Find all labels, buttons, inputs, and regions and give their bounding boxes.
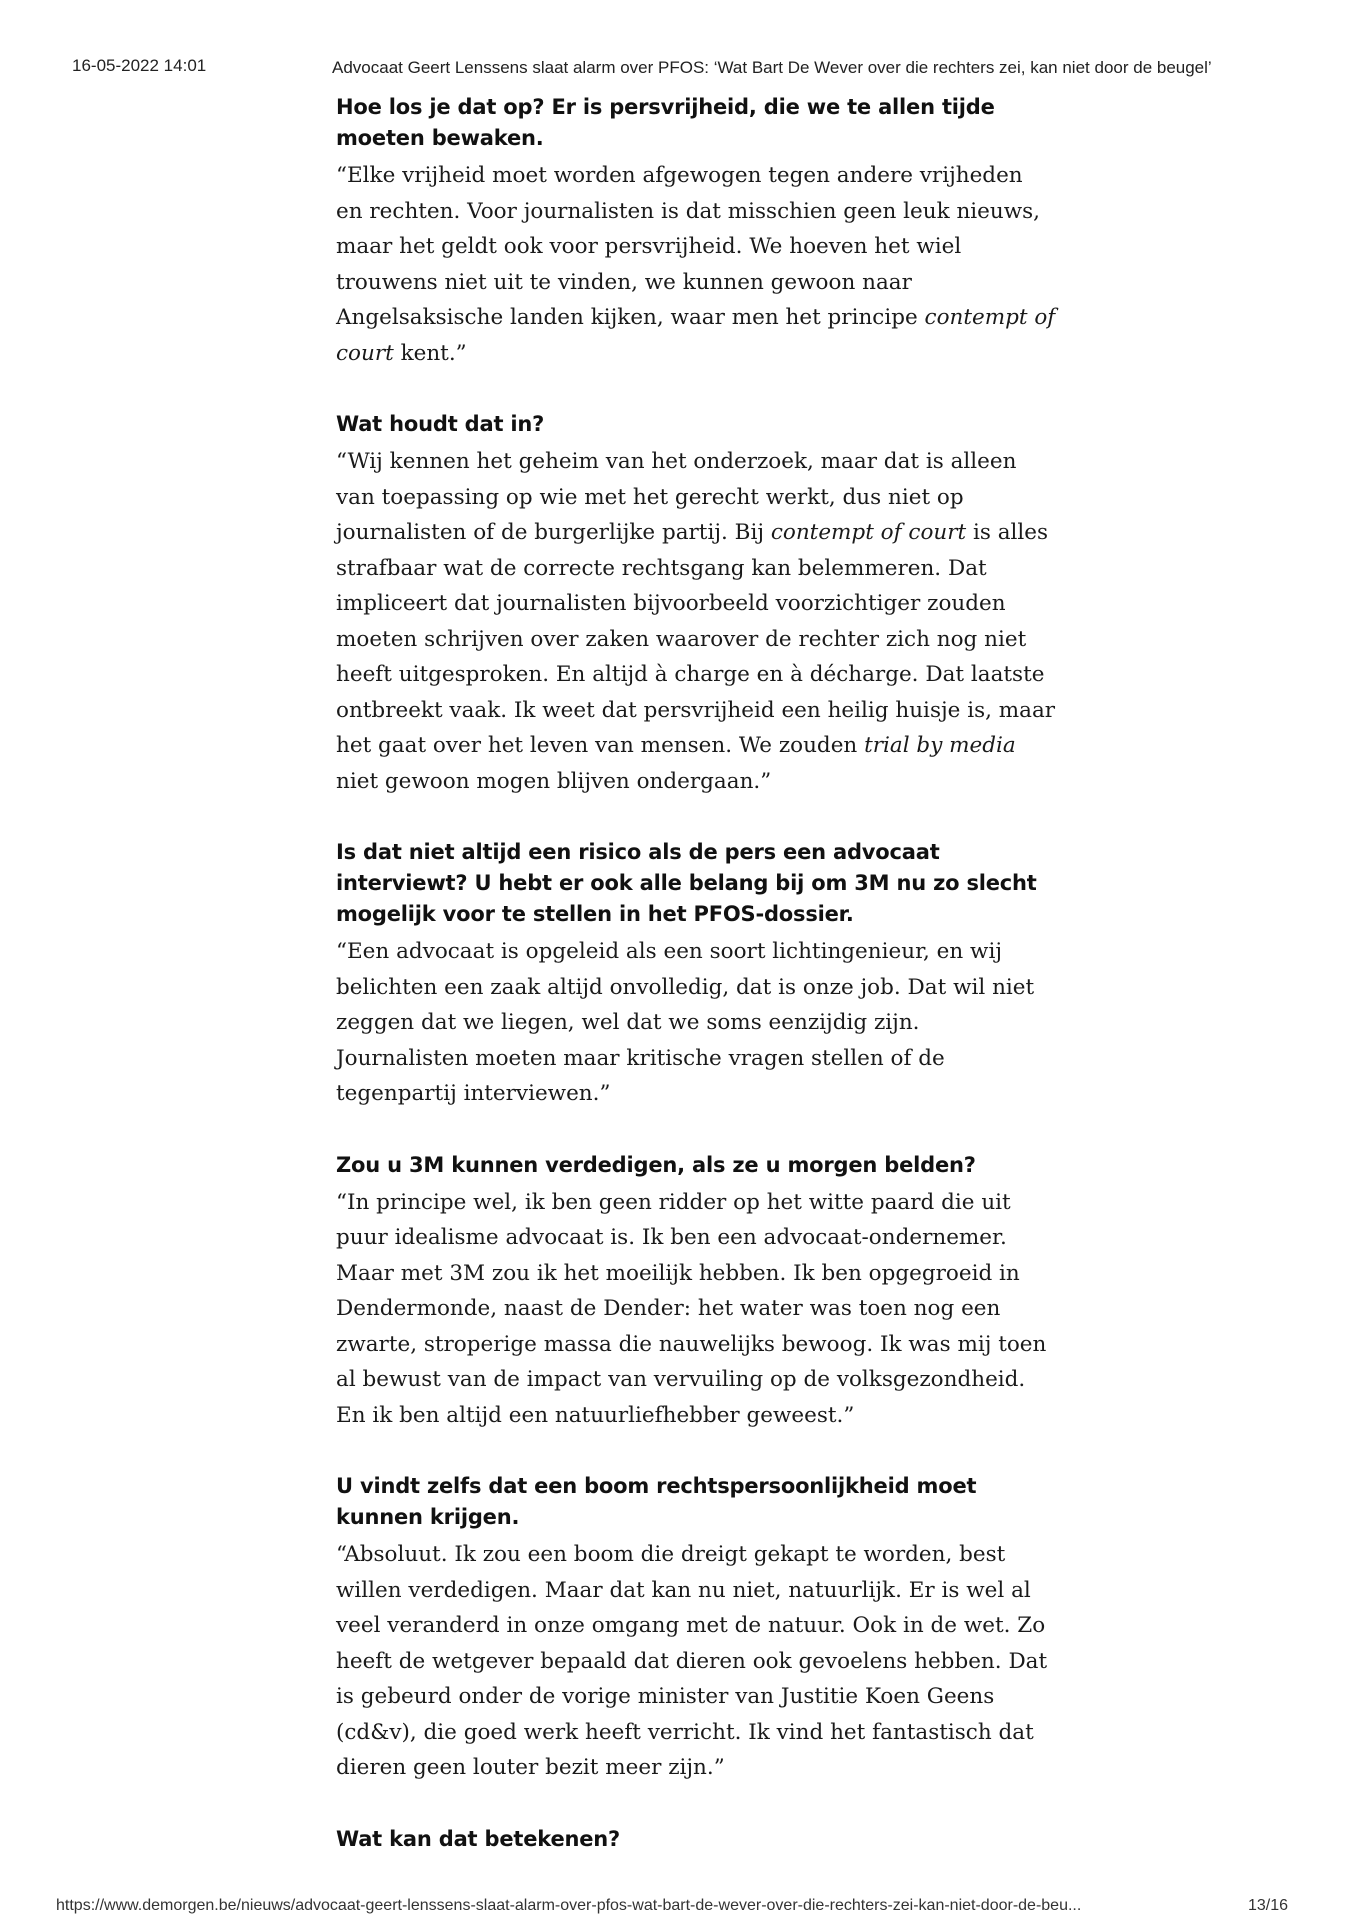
italic-term: contempt of court	[770, 520, 967, 545]
page-number: 13/16	[1248, 1897, 1289, 1914]
interview-answer: “Absoluut. Ik zou een boom die dreigt gekapt te worden, best willen verdedigen. Maar dat kan nu niet, natuurlijk. Er is wel al veel veranderd in onze omgang met de natuur. Ook in de wet. Zo heeft de wetgever bepaald dat dieren ook gevoelens hebben. Dat is gebeurd onder de vorige minister van Justitie Koen Geens (cd&v), die goed werk heeft verricht. Ik vind het fantastisch dat dieren geen louter bezit meer zijn.”	[336, 1542, 1048, 1780]
interview-answer: “Wij kennen het geheim van het onderzoek, maar dat is alleen van toepassing op wie met het gerecht werkt, dus niet op journalisten of de burgerlijke partij. Bij contempt of court is alles strafbaar wat de correcte rechtsgang kan belemmeren. Dat impliceert dat journalisten bijvoorbeeld voorzichtiger zouden moeten schrijven over zaken waarover de rechter zich nog niet heeft uitgesproken. En altijd à charge en à décharge. Dat laatste ontbreekt vaak. Ik weet dat persvrijheid een heilig huisje is, maar het gaat over het leven van mensen. We zouden trial by media niet gewoon mogen blijven ondergaan.”	[336, 449, 1056, 794]
print-url: https://www.demorgen.be/nieuws/advocaat-geert-lenssens-slaat-alarm-over-pfos-wat-bart-de-wever-over-die-rechters-zei-kan-niet-door-de-beu...	[56, 1897, 1082, 1914]
interview-question: Is dat niet altijd een risico als de pers een advocaat interviewt? U hebt er ook alle belang bij om 3M nu zo slecht mogelijk voor te stellen in het PFOS-dossier.	[336, 840, 1037, 926]
qa-section	[336, 92, 1056, 371]
interview-question: U vindt zelfs dat een boom rechtspersoonlijkheid moet kunnen krijgen.	[336, 1474, 977, 1529]
interview-question: Wat kan dat betekenen?	[336, 1826, 621, 1851]
qa-section	[336, 409, 1056, 799]
print-date: 16-05-2022 14:01	[72, 56, 207, 75]
print-title: Advocaat Geert Lenssens slaat alarm over PFOS: ‘Wat Bart De Wever over die rechters zei, kan niet door de beugel’	[332, 58, 1212, 77]
qa-section	[336, 1471, 1056, 1786]
italic-term: trial by media	[864, 733, 1016, 758]
qa-section	[336, 1150, 1056, 1434]
interview-question: Hoe los je dat op? Er is persvrijheid, die we te allen tijde moeten bewaken.	[336, 95, 995, 150]
interview-question: Zou u 3M kunnen verdedigen, als ze u morgen belden?	[336, 1152, 976, 1177]
interview-answer: “Elke vrijheid moet worden afgewogen tegen andere vrijheden en rechten. Voor journalisten is dat misschien geen leuk nieuws, maar het geldt ook voor persvrijheid. We hoeven het wiel trouwens niet uit te vinden, we kunnen gewoon naar Angelsaksische landen kijken, waar men het principe contempt of court kent.”	[336, 163, 1056, 366]
interview-question: Wat houdt dat in?	[336, 412, 545, 436]
print-footer	[56, 1897, 1336, 1921]
italic-term: contempt of court	[336, 305, 1056, 366]
qa-section	[336, 837, 1056, 1112]
article-body	[336, 92, 1056, 1893]
interview-answer: “Een advocaat is opgeleid als een soort lichtingenieur, en wij belichten een zaak altijd onvolledig, dat is onze job. Dat wil niet zeggen dat we liegen, wel dat we soms eenzijdig zijn. Journalisten moeten maar kritische vragen stellen of de tegenpartij interviewen.”	[336, 939, 1035, 1106]
interview-answer: “In principe wel, ik ben geen ridder op het witte paard die uit puur idealisme advocaat is. Ik ben een advocaat-ondernemer. Maar met 3M zou ik het moeilijk hebben. Ik ben opgegroeid in Dendermonde, naast de Dender: het water was toen nog een zwarte, stroperige massa die nauwelijks bewoog. Ik was mij toen al bewust van de impact van vervuiling op de volksgezondheid. En ik ben altijd een natuurliefhebber geweest.”	[336, 1189, 1047, 1428]
qa-section	[336, 1824, 1056, 1855]
